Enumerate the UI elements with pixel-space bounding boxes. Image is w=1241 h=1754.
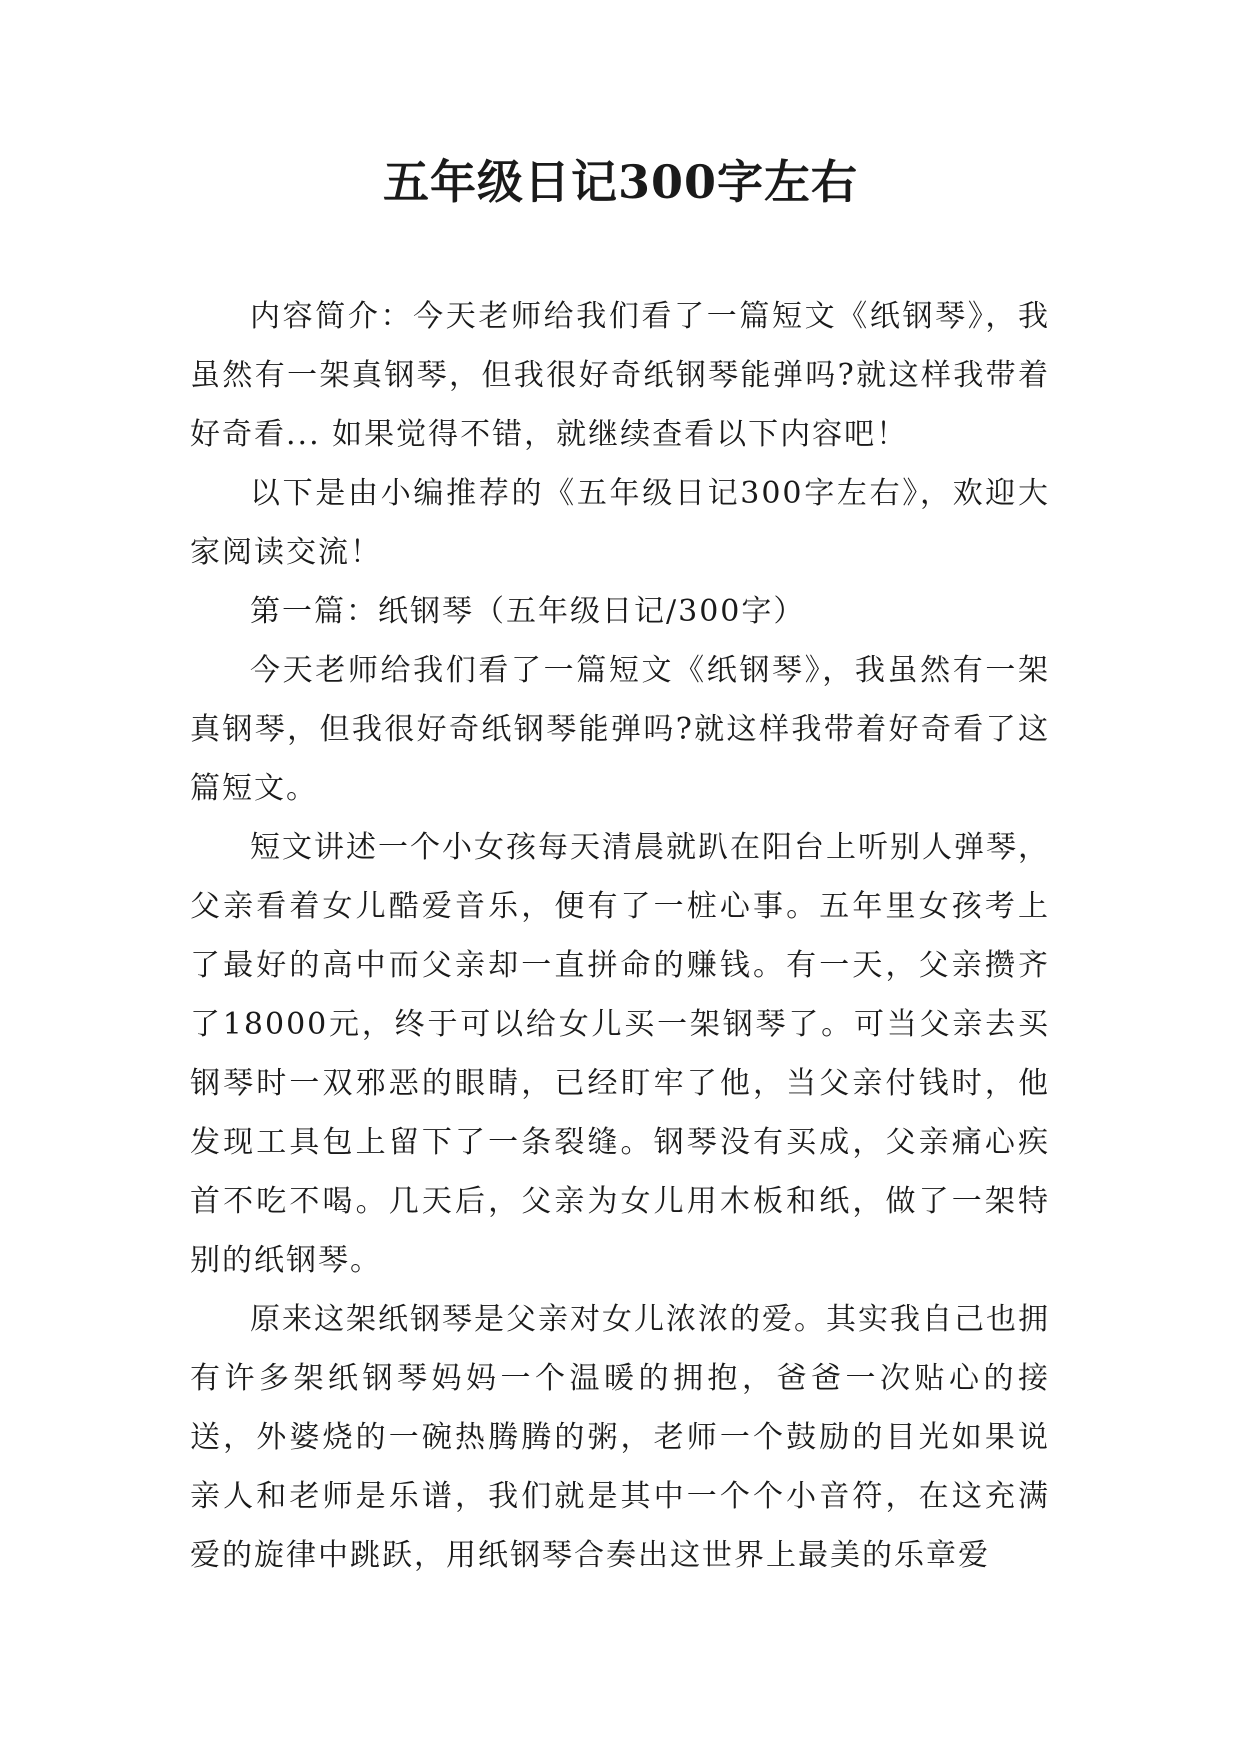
document-title: 五年级日记300字左右 xyxy=(382,155,859,209)
document-body xyxy=(190,287,1050,1585)
paragraph-body-2: 短文讲述一个小女孩每天清晨就趴在阳台上听别人弹琴，父亲看着女儿酷爱音乐，便有了一桩心事。五年里女孩考上了最好的高中而父亲却一直拼命的赚钱。有一天，父亲攒齐了18000元，终于可以给女儿买一架钢琴了。可当父亲去买钢琴时一双邪恶的眼睛，已经盯牢了他，当父亲付钱时，他发现工具包上留下了一条裂缝。钢琴没有买成，父亲痛心疾首不吃不喝。几天后，父亲为女儿用木板和纸，做了一架特别的纸钢琴。 xyxy=(190,830,1050,1278)
paragraph-body-1: 今天老师给我们看了一篇短文《纸钢琴》，我虽然有一架真钢琴，但我很好奇纸钢琴能弹吗?就这样我带着好奇看了这篇短文。 xyxy=(190,653,1050,806)
paragraph-body-3: 原来这架纸钢琴是父亲对女儿浓浓的爱。其实我自己也拥有许多架纸钢琴妈妈一个温暖的拥抱，爸爸一次贴心的接送，外婆烧的一碗热腾腾的粥，老师一个鼓励的目光如果说亲人和老师是乐谱，我们就是其中一个个小音符，在这充满爱的旋律中跳跃，用纸钢琴合奏出这世界上最美的乐章爱 xyxy=(190,1302,1050,1573)
paragraph-intro: 以下是由小编推荐的《五年级日记300字左右》，欢迎大家阅读交流！ xyxy=(190,476,1050,570)
paragraph-section-heading: 第一篇：纸钢琴（五年级日记/300字） xyxy=(250,594,806,629)
paragraph-summary: 内容简介：今天老师给我们看了一篇短文《纸钢琴》，我虽然有一架真钢琴，但我很好奇纸钢琴能弹吗?就这样我带着好奇看... 如果觉得不错，就继续查看以下内容吧！ xyxy=(190,299,1050,452)
